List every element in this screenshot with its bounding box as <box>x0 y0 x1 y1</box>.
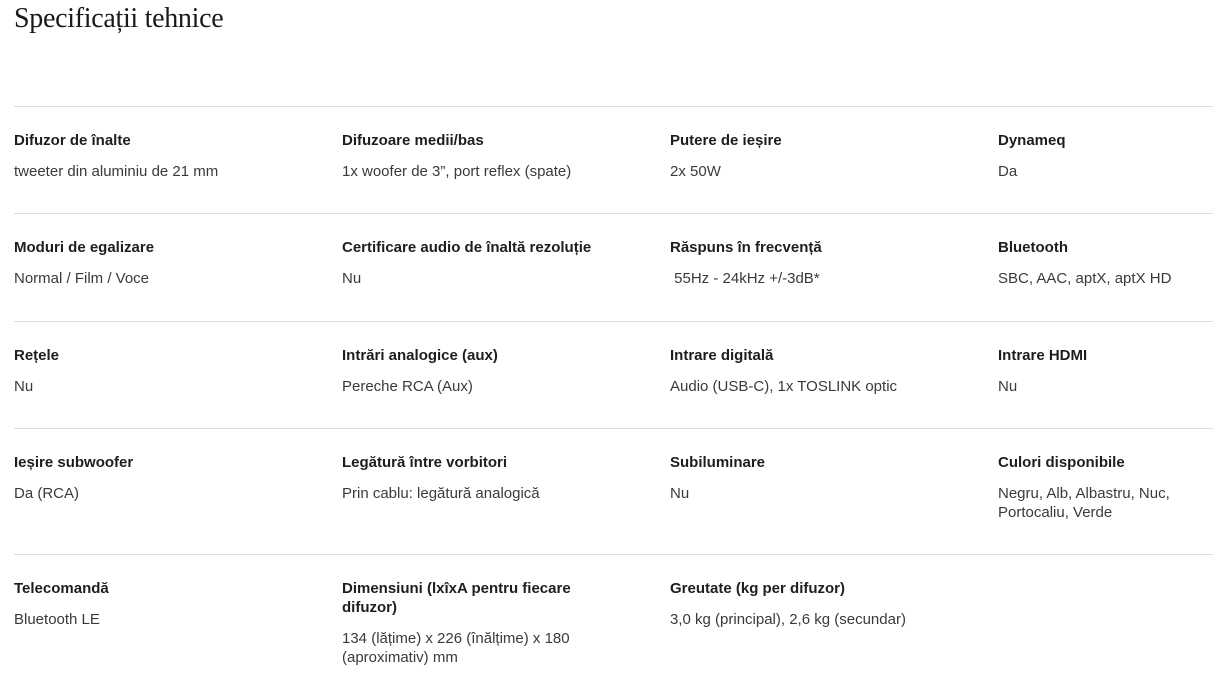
spec-hdmi-input <box>998 346 1198 396</box>
divider <box>14 213 1213 214</box>
spec-label: Legătură între vorbitori <box>342 454 508 471</box>
spec-dynameq <box>998 131 1198 181</box>
spec-networks <box>14 346 314 396</box>
spec-label: Certificare audio de înaltă rezoluție <box>342 239 592 256</box>
spec-label: Intrare digitală <box>670 347 774 364</box>
spec-mid-bass-drivers <box>342 131 612 181</box>
page-title: Specificații tehnice <box>14 3 224 34</box>
spec-label: Bluetooth <box>998 239 1068 256</box>
spec-label: Dimensiuni (lxîxA pentru fiecare difuzor) <box>342 580 571 616</box>
spec-label: Intrare HDMI <box>998 347 1088 364</box>
spec-value: 2x 50W <box>670 163 721 180</box>
spec-value: SBC, AAC, aptX, aptX HD <box>998 270 1172 287</box>
spec-value: Nu <box>14 378 34 395</box>
spec-label: Dynameq <box>998 132 1066 149</box>
divider <box>14 554 1213 555</box>
spec-remote <box>14 579 314 629</box>
spec-label: Difuzoare medii/bas <box>342 132 484 149</box>
spec-value: 134 (lățime) x 226 (înălțime) x 180 (aproximativ) mm <box>342 630 570 666</box>
spec-output-power <box>670 131 970 181</box>
spec-label: Telecomandă <box>14 580 109 597</box>
spec-value: Negru, Alb, Albastru, Nuc, Portocaliu, Verde <box>998 485 1170 521</box>
spec-value: tweeter din aluminiu de 21 mm <box>14 163 219 180</box>
spec-value: Nu <box>670 485 690 502</box>
spec-value: Da (RCA) <box>14 485 80 502</box>
spec-subwoofer-output <box>14 453 314 503</box>
spec-value: Prin cablu: legătură analogică <box>342 485 540 502</box>
divider <box>14 106 1213 107</box>
spec-weight <box>670 579 970 629</box>
spec-label: Moduri de egalizare <box>14 239 155 256</box>
spec-hires-audio <box>342 238 612 288</box>
spec-value: 1x woofer de 3”, port reflex (spate) <box>342 163 572 180</box>
spec-bluetooth <box>998 238 1198 288</box>
spec-tweeter <box>14 131 314 181</box>
spec-value: Nu <box>342 270 362 287</box>
spec-digital-input <box>670 346 970 396</box>
spec-value: Da <box>998 163 1018 180</box>
spec-label: Difuzor de înalte <box>14 132 131 149</box>
spec-value: Nu <box>998 378 1018 395</box>
spec-value: Pereche RCA (Aux) <box>342 378 473 395</box>
spec-label: Ieșire subwoofer <box>14 454 134 471</box>
spec-label: Culori disponibile <box>998 454 1125 471</box>
spec-dimensions <box>342 579 612 667</box>
spec-label: Răspuns în frecvență <box>670 239 822 256</box>
spec-label: Greutate (kg per difuzor) <box>670 580 846 597</box>
spec-label: Rețele <box>14 347 60 364</box>
spec-label: Subiluminare <box>670 454 766 471</box>
divider <box>14 321 1213 322</box>
divider <box>14 428 1213 429</box>
spec-speaker-link <box>342 453 612 503</box>
spec-value: 3,0 kg (principal), 2,6 kg (secundar) <box>670 611 906 628</box>
spec-analog-inputs <box>342 346 612 396</box>
spec-value: Audio (USB-C), 1x TOSLINK optic <box>670 378 898 395</box>
spec-frequency-response <box>670 238 970 288</box>
spec-value: Normal / Film / Voce <box>14 270 150 287</box>
spec-value: Bluetooth LE <box>14 611 100 628</box>
spec-colors <box>998 453 1198 522</box>
spec-label: Putere de ieșire <box>670 132 782 149</box>
spec-value: 55Hz - 24kHz +/-3dB* <box>670 270 820 287</box>
spec-label: Intrări analogice (aux) <box>342 347 498 364</box>
spec-eq-modes <box>14 238 314 288</box>
spec-backlight <box>670 453 970 503</box>
